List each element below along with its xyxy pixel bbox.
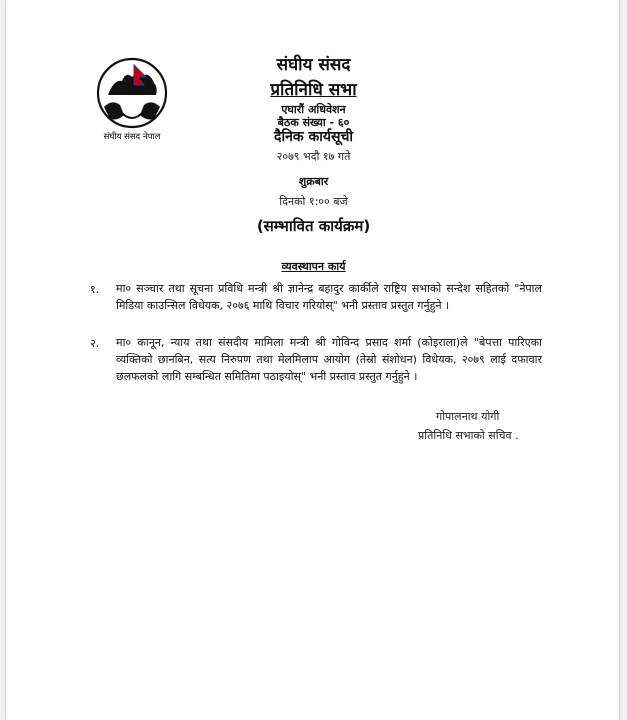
agenda-item-text: मा० कानून, न्याय तथा संसदीय मामिला मन्त्री श्री गोविन्द प्रसाद शर्मा (कोइराला)ले "बेपत्ता पारिएका व्यक्तिको छानबिन, सत्य निरुपण तथा मेलमिलाप आयोग (तेस्रो संशोधन) विधेयक, २०७९ लाई दफावार छलफलको लागि सम्बन्धित समितिमा पठाइयोस्" भनी प्रस्ताव प्रस्तुत गर्नुहुने । — [116, 336, 542, 383]
agenda-time: दिनको १:०० बजे — [279, 195, 348, 208]
session-label: एघारौं अधिवेशन — [281, 103, 346, 116]
agenda-item-text: मा० सञ्चार तथा सूचना प्रविधि मन्त्री श्री ज्ञानेन्द्र बहादुर कार्कीले राष्ट्रिय सभाको सन्देश सहितको "नेपाल मिडिया काउन्सिल विधेयक, २०७६ माथि विचार गरियोस्" भनी प्रस्ताव प्रस्तुत गर्नुहुने । — [116, 282, 542, 312]
program-note: (सम्भावित कार्यक्रम) — [256, 217, 371, 235]
item-number: १. — [90, 283, 100, 296]
parliament-title: संघीय संसद — [276, 55, 351, 75]
house-title: प्रतिनिधि सभा — [270, 80, 357, 100]
section-heading: व्यवस्थापन कार्य — [281, 260, 346, 273]
signatory-name: गोपालनाथ योगी — [436, 410, 500, 423]
agenda-title: दैनिक कार्यसूची — [274, 129, 353, 145]
agenda-date: २०७९ भदौ १७ गते — [276, 150, 351, 163]
agenda-day: शुक्रबार — [298, 175, 329, 188]
emblem-caption: संघीय संसद नेपाल — [103, 132, 161, 142]
item-number: २. — [90, 337, 100, 350]
meeting-number: बैठक संख्या - ६० — [277, 116, 350, 129]
signatory-title: प्रतिनिधि सभाको सचिव . — [418, 429, 519, 442]
